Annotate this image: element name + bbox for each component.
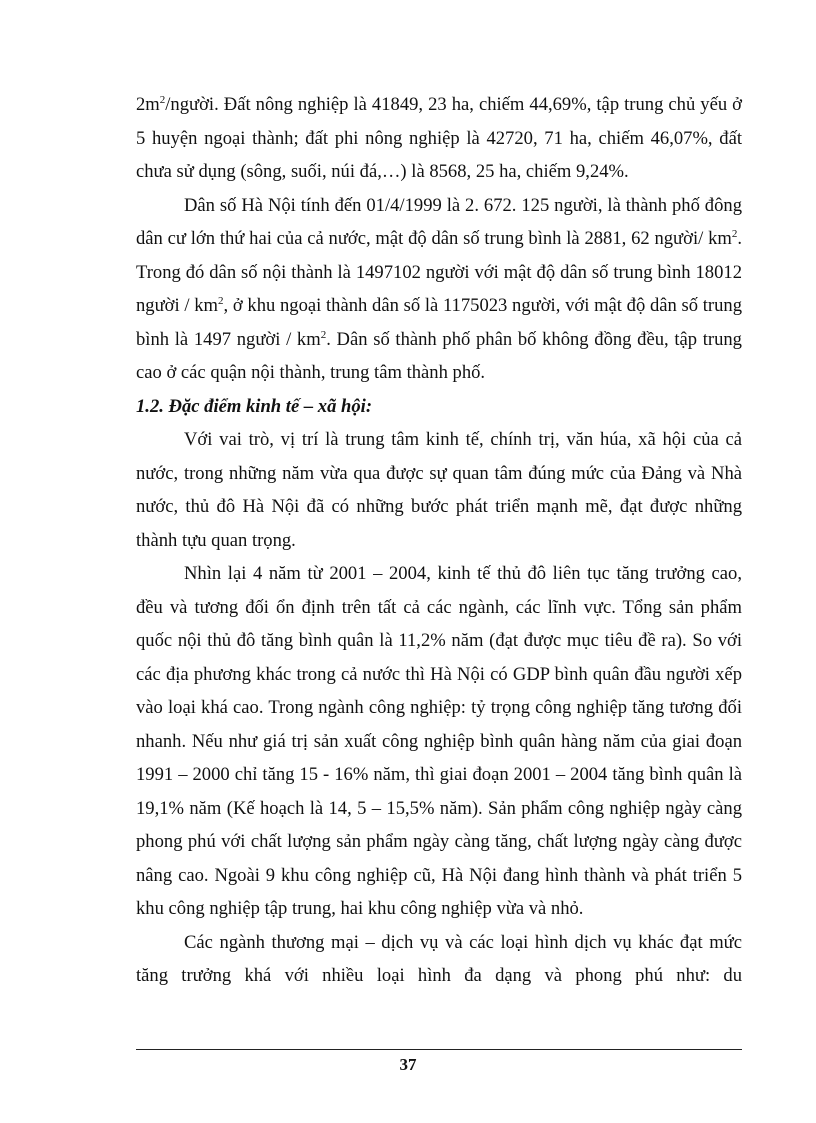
superscript: 2 <box>218 294 224 307</box>
superscript: 2 <box>159 93 166 106</box>
text-run: . Trong đó dân số nội thành là 1497102 người với mật độ dân số trung bình 18012 người / km <box>136 228 742 316</box>
text-run: Dân số Hà Nội tính đến 01/4/1999 là 2. 672. 125 người, là thành phố đông dân cư lớn thứ hai của cả nước, mật độ dân số trung bình là 2881, 62 người/ km <box>136 194 742 249</box>
paragraph-services: Các ngành thương mại – dịch vụ và các loại hình dịch vụ khác đạt mức tăng trưởng khá với nhiều loại hình đa dạng và phong phú như: du <box>136 931 742 986</box>
page-body <box>136 88 742 993</box>
text-run: 2m <box>136 94 160 115</box>
superscript: 2 <box>731 227 738 240</box>
page-number: 37 <box>399 1055 417 1074</box>
paragraph-land-use <box>136 88 742 189</box>
section-heading: 1.2. Đặc điểm kinh tế – xã hội: <box>136 395 373 417</box>
paragraph-population <box>136 189 742 390</box>
text-run: . Dân số thành phố phân bố không đồng đều, tập trung cao ở các quận nội thành, trung tâm thành phố. <box>136 328 742 383</box>
superscript: 2 <box>320 328 327 341</box>
text-run: /người. Đất nông nghiệp là 41849, 23 ha, chiếm 44,69%, tập trung chủ yếu ở 5 huyện ngoại thành; đất phi nông nghiệp là 42720, 71 ha, chiếm 46,07%, đất chưa sử dụng (sông, suối, núi đá,…) là 8568, 25 ha, chiếm 9,24%. <box>136 94 742 182</box>
paragraph-role: Với vai trò, vị trí là trung tâm kinh tế, chính trị, văn húa, xã hội của cả nước, trong những năm vừa qua được sự quan tâm đúng mức của Đảng và Nhà nước, thủ đô Hà Nội đã có những bước phát triển mạnh mẽ, đạt được những thành tựu quan trọng. <box>136 429 742 551</box>
footer-divider <box>136 1049 742 1050</box>
text-run: , ở khu ngoại thành dân số là 1175023 người, với mật độ dân số trung bình là 1497 người / km <box>136 295 742 350</box>
paragraph-economy: Nhìn lại 4 năm từ 2001 – 2004, kinh tế thủ đô liên tục tăng trưởng cao, đều và tương đối ổn định trên tất cả các ngành, các lĩnh vực. Tổng sản phẩm quốc nội thủ đô tăng bình quân là 11,2% năm (đạt được mục tiêu đề ra). So với các địa phương khác trong cả nước thì Hà Nội có GDP bình quân đầu người xếp vào loại khá cao. Trong ngành công nghiệp: tỷ trọng công nghiệp tăng tương đối nhanh. Nếu như giá trị sản xuất công nghiệp bình quân hàng năm của giai đoạn 1991 – 2000 chỉ tăng 15 - 16% năm, thì giai đoạn 2001 – 2004 tăng bình quân là 19,1% năm (Kế hoạch là 14, 5 – 15,5% năm). Sản phẩm công nghiệp ngày càng phong phú với chất lượng sản phẩm ngày càng tăng, chất lượng ngày càng được nâng cao. Ngoài 9 khu công nghiệp cũ, Hà Nội đang hình thành và phát triển 5 khu công nghiệp tập trung, hai khu công nghiệp vừa và nhỏ. <box>136 563 742 919</box>
